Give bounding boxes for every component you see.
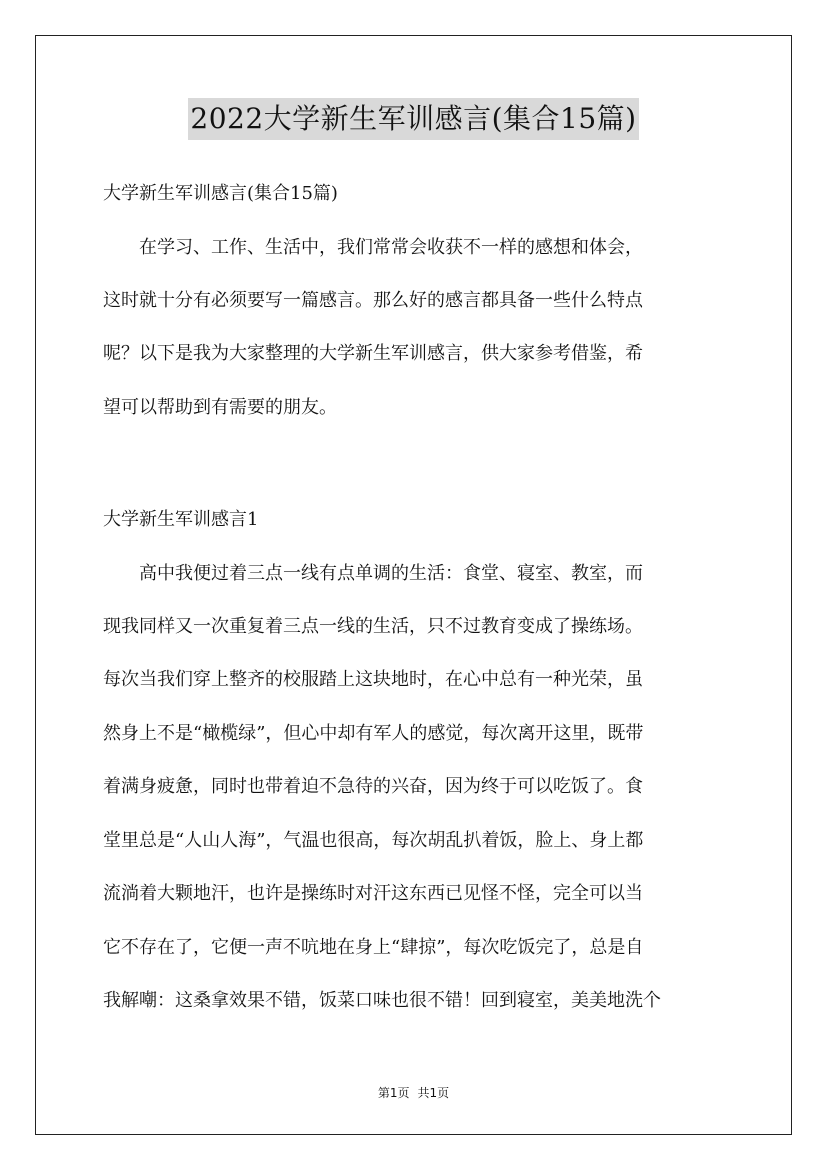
section-heading: 大学新生军训感言1	[103, 509, 259, 530]
section-line: 流淌着大颗地汗，也许是操练时对汗这东西已见怪不怪，完全可以当	[103, 883, 643, 904]
section-line: 高中我便过着三点一线有点单调的生活：食堂、寝室、教室，而	[103, 563, 643, 584]
document-subtitle: 大学新生军训感言(集合15篇)	[103, 183, 338, 204]
document-title-text: 2022大学新生军训感言(集合15篇)	[188, 98, 638, 140]
page-total: 共1页	[417, 1086, 450, 1100]
section-line: 我解嘲：这桑拿效果不错，饭菜口味也很不错！回到寝室，美美地洗个	[103, 990, 661, 1011]
section-line: 然身上不是“橄榄绿”，但心中却有军人的感觉，每次离开这里，既带	[103, 723, 644, 744]
page-number: 第1页	[377, 1086, 410, 1100]
document-title	[0, 98, 827, 140]
section-line: 现我同样又一次重复着三点一线的生活，只不过教育变成了操练场。	[103, 616, 643, 637]
intro-line: 在学习、工作、生活中，我们常常会收获不一样的感想和体会，	[103, 237, 643, 258]
intro-line: 呢？以下是我为大家整理的大学新生军训感言，供大家参考借鉴，希	[103, 343, 643, 364]
intro-line: 望可以帮助到有需要的朋友。	[103, 397, 337, 418]
intro-line: 这时就十分有必须要写一篇感言。那么好的感言都具备一些什么特点	[103, 290, 643, 311]
page-footer	[0, 1084, 827, 1101]
section-line: 每次当我们穿上整齐的校服踏上这块地时，在心中总有一种光荣，虽	[103, 669, 643, 690]
section-line: 堂里总是“人山人海”，气温也很高，每次胡乱扒着饭，脸上、身上都	[103, 830, 644, 851]
section-line: 它不存在了，它便一声不吭地在身上“肆掠”，每次吃饭完了，总是自	[103, 937, 644, 958]
section-line: 着满身疲惫，同时也带着迫不急待的兴奋，因为终于可以吃饭了。食	[103, 776, 643, 797]
